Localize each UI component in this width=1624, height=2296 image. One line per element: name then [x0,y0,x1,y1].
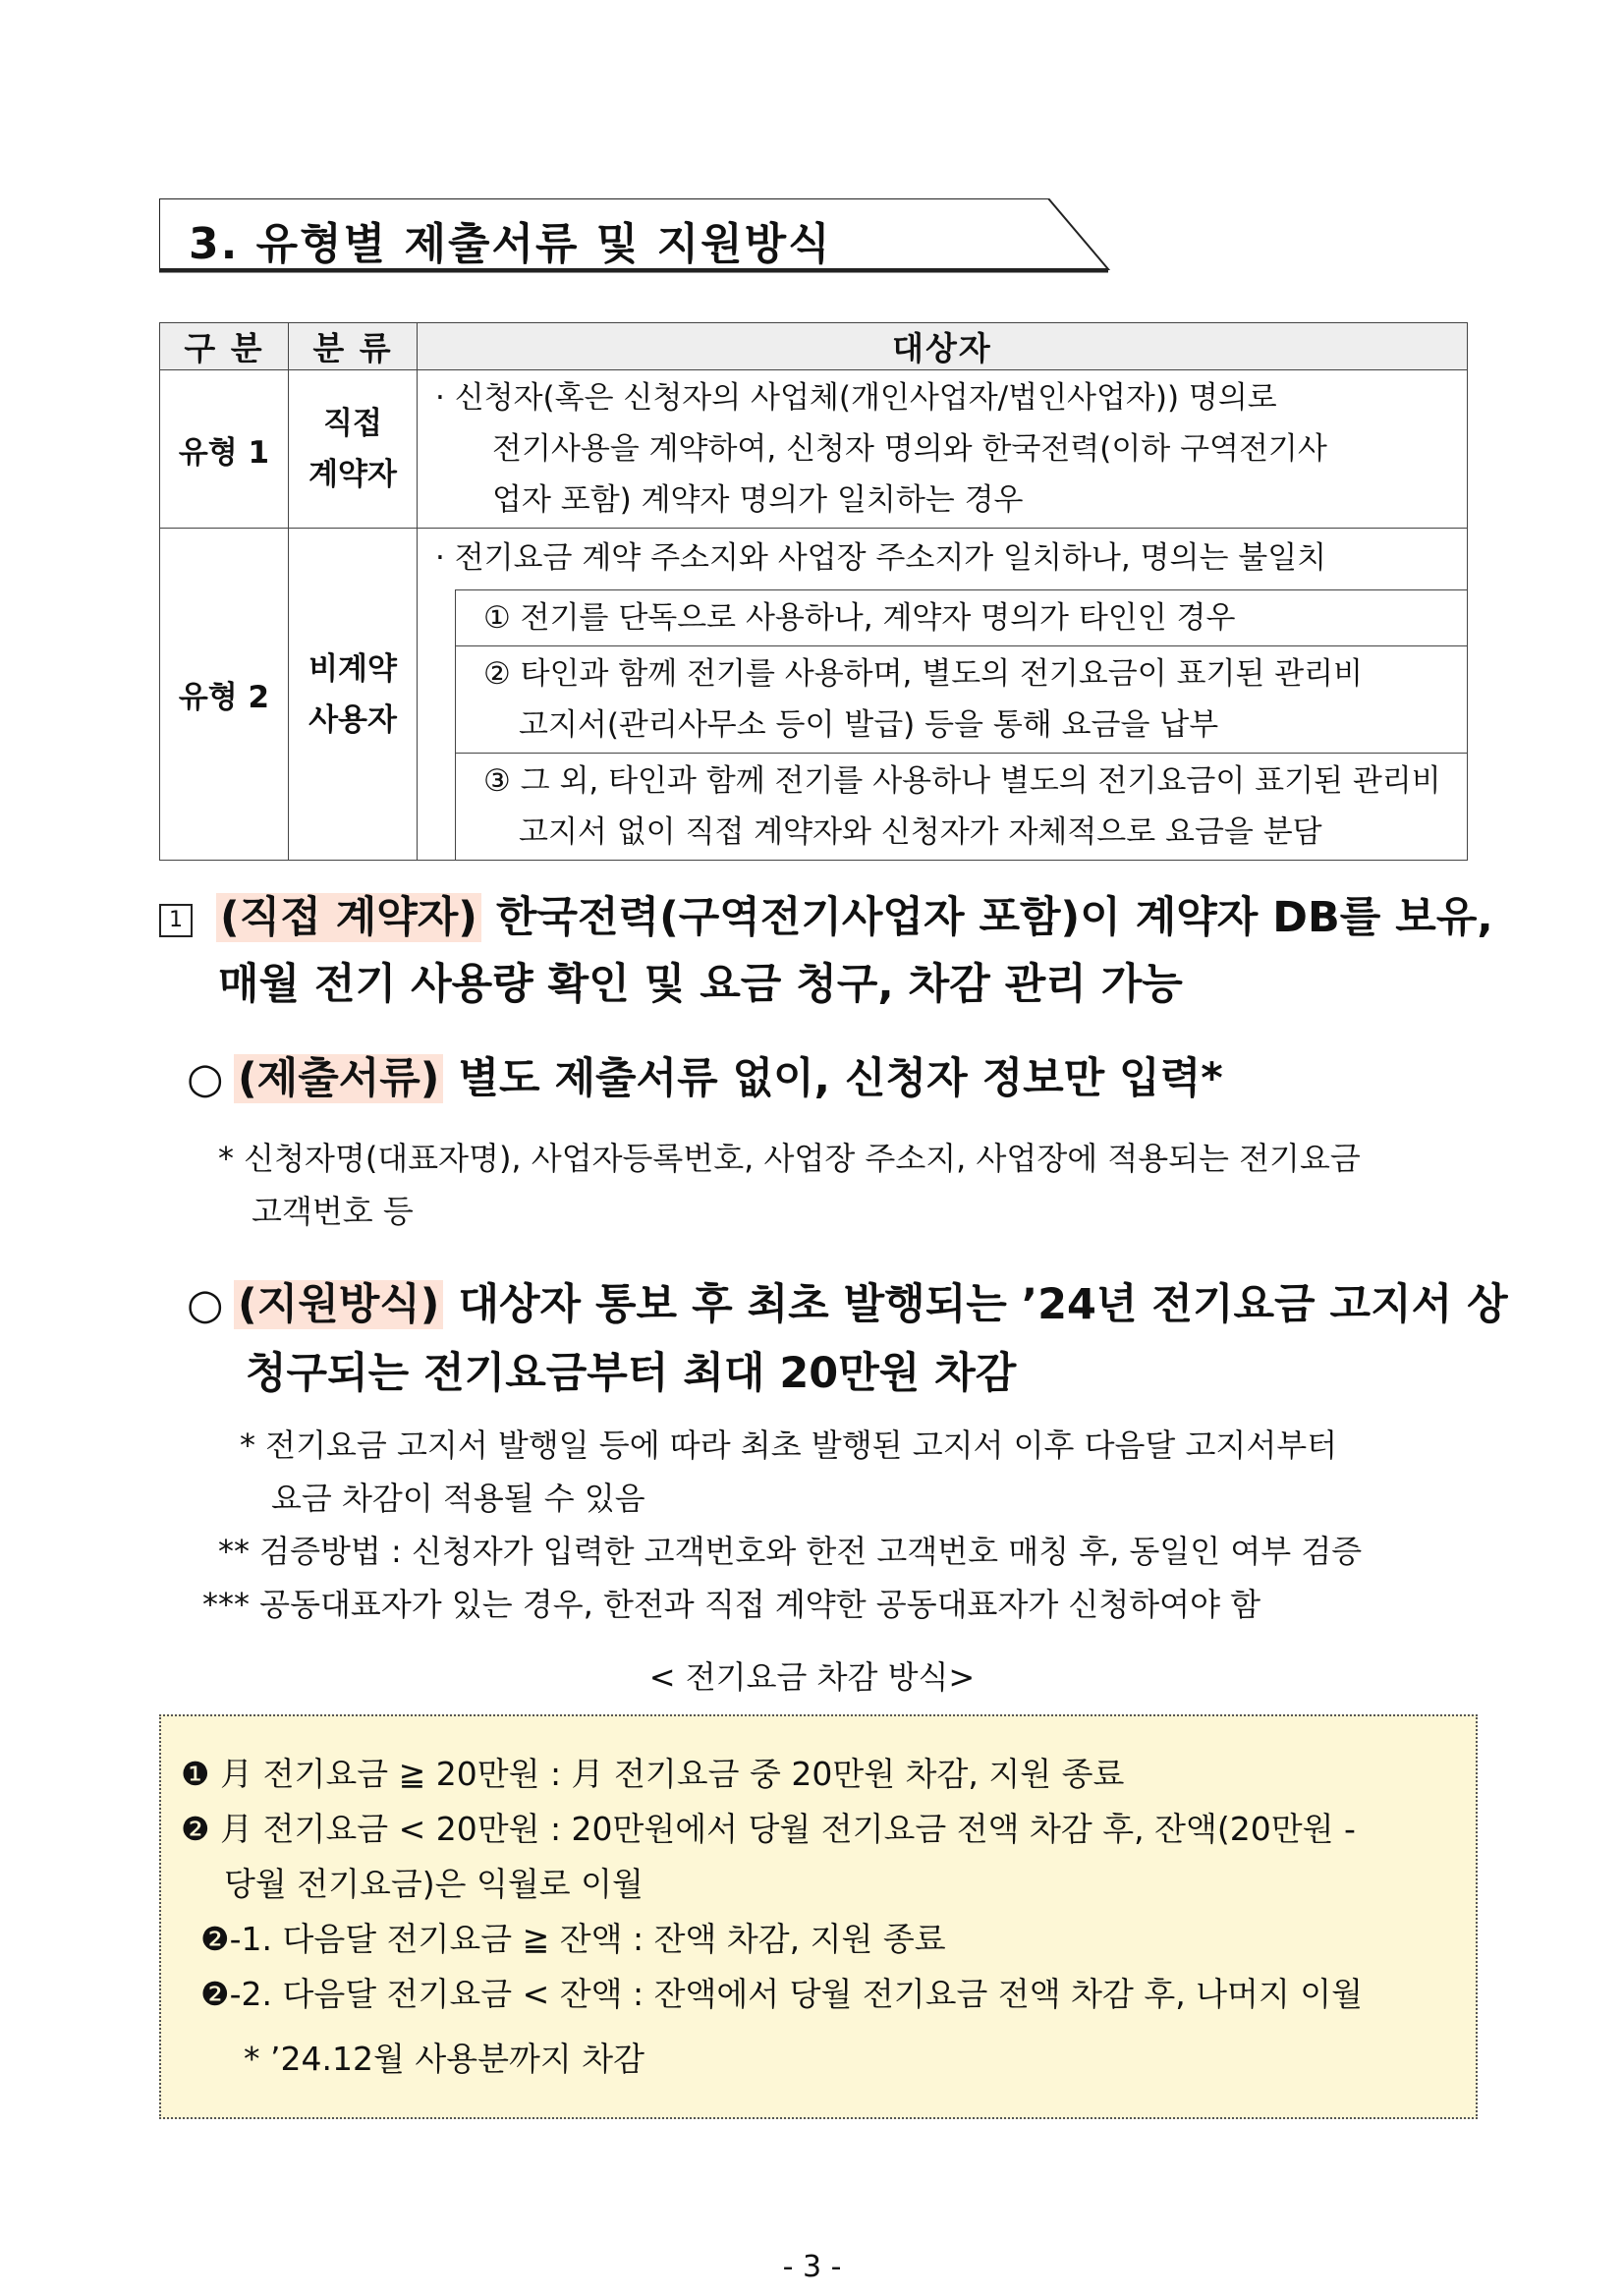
docs-label: (제출서류) [234,1054,443,1103]
method-line-6: * ’24.12월 사용분까지 차감 [244,2040,644,2078]
support-note1-line2: 요금 차감이 적용될 수 있음 [271,1480,645,1517]
type2-class [289,529,418,861]
header-class: 분 류 [289,323,418,370]
support-line2: 청구되는 전기요금부터 최대 20만원 차감 [246,1349,1017,1398]
type1-line: 업자 포함) 계약자 명의가 일치하는 경우 [492,482,1024,518]
type1-line: · 신청자(혹은 신청자의 사업체(개인사업자/법인사업자)) 명의로 [435,380,1277,416]
item1-text: 한국전력(구역전기사업자 포함)이 계약자 DB를 보유, [480,893,1493,942]
method-line-2: ❷ 月 전기요금 < 20만원 : 20만원에서 당월 전기요금 전액 차감 후, 잔액(20만원 - [181,1810,1356,1848]
type2-subitem-1 [455,589,1467,646]
item-number-box: 1 [159,904,193,937]
type1-class-line1: 직접 [323,406,382,441]
section-title: 3. 유형별 제출서류 및 지원방식 [189,219,832,269]
type2-subitem-2-line2: 고지서(관리사무소 등이 발급) 등을 통해 요금을 납부 [519,707,1219,743]
table-row [160,529,1468,861]
type2-subitem-2-line1: ② 타인과 함께 전기를 사용하며, 별도의 전기요금이 표기된 관리비 [483,656,1364,692]
support-bullet: ○ [187,1280,224,1329]
support-note2: ** 검증방법 : 신청자가 입력한 고객번호와 한전 고객번호 매칭 후, 동일인 여부 검증 [218,1533,1363,1570]
header-target: 대상자 [418,323,1468,370]
type2-subitem-1-text: ① 전기를 단독으로 사용하나, 계약자 명의가 타인인 경우 [483,600,1236,636]
support-text: 대상자 통보 후 최초 발행되는 ’24년 전기요금 고지서 상 [443,1280,1508,1329]
support-note1-line1: * 전기요금 고지서 발행일 등에 따라 최초 발행된 고지서 이후 다음달 고지서부터 [240,1427,1338,1464]
page-number: - 3 - [782,2250,842,2284]
method-caption: < 전기요금 차감 방식> [648,1658,976,1696]
type1-line: 전기사용을 계약하여, 신청자 명의와 한국전력(이하 구역전기사 [492,431,1327,467]
item1-line1 [216,882,1493,953]
method-line-3: 당월 전기요금)은 익월로 이월 [224,1865,644,1903]
docs-note-line1: * 신청자명(대표자명), 사업자등록번호, 사업장 주소지, 사업장에 적용되는 전기요금 [218,1140,1361,1177]
method-line-4: ❷-1. 다음달 전기요금 ≧ 잔액 : 잔액 차감, 지원 종료 [200,1920,946,1958]
type2-subitem-3-line1: ③ 그 외, 타인과 함께 전기를 사용하나 별도의 전기요금이 표기된 관리비 [483,763,1441,799]
type1-class [289,370,418,529]
support-line1 [234,1269,1508,1340]
header-category: 구 분 [160,323,289,370]
type2-class-line2: 사용자 [308,701,397,738]
type1-category: 유형 1 [160,370,289,529]
docs-bullet: ○ [187,1054,224,1103]
target-table [159,322,1468,861]
docs-text: 별도 제출서류 없이, 신청자 정보만 입력* [443,1054,1223,1103]
docs-line [234,1043,1223,1114]
type2-subitem-2 [455,646,1467,754]
support-note3: *** 공동대표자가 있는 경우, 한전과 직접 계약한 공동대표자가 신청하여야 함 [202,1586,1261,1623]
type1-description [418,370,1468,529]
item1-line2: 매월 전기 사용량 확인 및 요금 청구, 차감 관리 가능 [218,960,1183,1009]
type2-description [418,529,1468,861]
method-line-5: ❷-2. 다음달 전기요금 < 잔액 : 잔액에서 당월 전기요금 전액 차감 후, 나머지 이월 [200,1975,1364,2013]
type2-category: 유형 2 [160,529,289,861]
type2-intro: · 전기요금 계약 주소지와 사업장 주소지가 일치하나, 명의는 불일치 [435,540,1327,576]
type2-class-line1: 비계약 [308,650,397,687]
docs-note-line2: 고객번호 등 [252,1193,414,1230]
type2-subitem-3-line2: 고지서 없이 직접 계약자와 신청자가 자체적으로 요금을 분담 [519,814,1322,850]
table-row [160,370,1468,529]
type1-class-line2: 계약자 [308,457,397,492]
support-label: (지원방식) [234,1280,443,1329]
item1-label: (직접 계약자) [216,893,481,942]
type2-subitem-3 [455,754,1467,860]
method-line-1: ❶ 月 전기요금 ≧ 20만원 : 月 전기요금 중 20만원 차감, 지원 종료 [181,1755,1125,1793]
